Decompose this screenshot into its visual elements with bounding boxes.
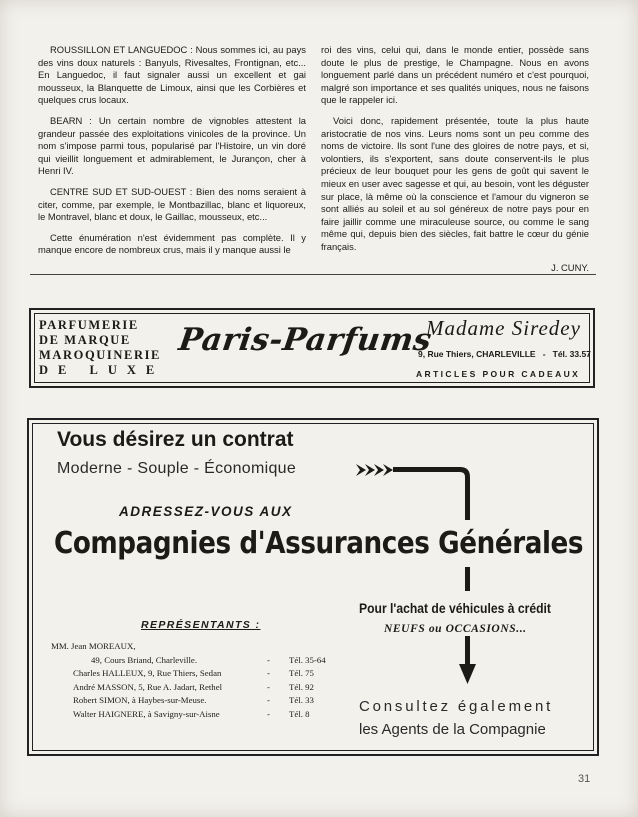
rep-dash: - (267, 654, 270, 665)
assurances-vehicles: Pour l'achat de véhicules à crédit (359, 601, 551, 616)
rep-tel: Tél. 92 (289, 681, 314, 692)
rep-tel: Tél. 8 (289, 708, 310, 719)
assurances-headline: Vous désirez un contrat (57, 428, 294, 451)
paragraph-roussillon: ROUSSILLON ET LANGUEDOC : Nous sommes ici, au pays des vins doux naturels : Banyuls, Rivesaltes, Frontignan, etc... En Languedoc, il faut signaler aussi un excellent et gai mousseux, la Blanquette de Limoux, ainsi que les Corbières et quelques crus locaux. (38, 44, 306, 106)
section-divider (30, 274, 596, 275)
parfums-line1: PARFUMERIE (39, 318, 139, 332)
parfums-line2: DE MARQUE (39, 333, 131, 347)
article-right-column (321, 44, 589, 282)
rep-name: Charles HALLEUX, 9, Rue Thiers, Sedan (73, 668, 222, 678)
rep-tel: Tél. 75 (289, 668, 314, 678)
paragraph-enumeration: Cette énumération n'est évidemment pas complète. Il y manque encore de nombreux crus, mais il y manque aussi le (38, 231, 306, 256)
paragraph-champagne: roi des vins, celui qui, dans le monde entier, possède sans doute le plus de prestige, le Champagne. Nous en avons longuement parlé dans un précédent numéro et c'est pourquoi, malgré son importance et ses qualités uniques, nous ne faisons que le rappeler ici. (321, 44, 589, 106)
parfums-categories (39, 318, 179, 378)
assurances-company-name: Compagnies d'Assurances Générales (54, 526, 584, 561)
rep-dash: - (267, 668, 270, 678)
assurances-consult-line2: les Agents de la Compagnie (359, 721, 546, 738)
parfums-line4: DE LUXE (39, 363, 165, 377)
author-signature: J. CUNY. (551, 261, 589, 273)
rep-dash: - (267, 708, 270, 719)
parfums-owner: Madame Siredey (426, 316, 581, 340)
page-number: 31 (578, 773, 591, 785)
arrow-feathers-icon (356, 464, 476, 684)
parfums-address-line (418, 349, 591, 359)
rep-tel: Tél. 35-64 (289, 654, 326, 665)
parfums-tagline: ARTICLES POUR CADEAUX (416, 369, 581, 379)
representatives-title: REPRÉSENTANTS : (141, 619, 261, 631)
parfums-line3: MAROQUINERIE (39, 348, 161, 362)
parfums-dash: - (537, 349, 553, 359)
rep-name: MM. Jean MOREAUX, (51, 641, 136, 651)
paragraph-centre-sud: CENTRE SUD ET SUD-OUEST : Bien des noms seraient à citer, comme, par exemple, le Montbazillac, blanc et liquoreux, le Montravel, blanc et doux, le Gaillac, mousseux, etc... (38, 185, 306, 223)
assurances-subheadline: Moderne - Souple - Économique (57, 460, 297, 477)
rep-name: Robert SIMON, à Haybes-sur-Meuse. (73, 695, 207, 705)
parfums-brand-logo: Paris-Parfums (176, 322, 435, 358)
paragraph-conclusion: Voici donc, rapidement présentée, toute la plus haute aristocratie de nos vins. Leurs noms sont un peu comme des noms de victoire. Ils sont l'une des gloires de notre pays, et si, volontiers, ils s'exportent, sans doute conservent-ils le plus précieux de leur bouquet pour les gens de goût qui savent le mieux en user avec sagesse et qui, au besoin, vont les déguster sur place, là même où la conscience et l'amour du vigneron se sont alliés au soleil et au sol généreux de notre pays pour en faire jaillir comme une miraculeuse source, ou comme le sang même qui, depuis bien des siècles, fait battre le cœur du génie français. (321, 114, 589, 252)
assurances-consult-line1: Consultez également (359, 698, 554, 715)
parfums-address: 9, Rue Thiers, CHARLEVILLE (418, 349, 536, 359)
parfums-phone: Tél. 33.57 (552, 349, 591, 359)
rep-tel: Tél. 33 (289, 695, 314, 705)
rep-name: André MASSON, 5, Rue A. Jadart, Rethel (73, 681, 223, 692)
rep-dash: - (267, 681, 270, 692)
assurances-advertisement (27, 418, 599, 756)
paragraph-bearn: BEARN : Un certain nombre de vignobles attestent la grandeur passée des exploitations vinicoles de la province. Un nom s'impose parmi tous, popularisé par l'Histoire, un vin doré qui vieillit longuement et admirablement, le Jurançon, cher à Henri IV. (38, 114, 306, 177)
rep-name: 49, Cours Briand, Charleville. (91, 654, 198, 665)
rep-dash: - (267, 695, 270, 705)
assurances-vehicles-sub: NEUFS ou OCCASIONS... (384, 623, 527, 635)
parfums-advertisement (29, 308, 595, 388)
article-left-column (38, 44, 306, 265)
rep-name: Walter HAIGNERE, à Savigny-sur-Aisne (73, 708, 220, 719)
assurances-address-to: ADRESSEZ-VOUS AUX (119, 504, 293, 519)
arrow-graphic (29, 420, 597, 754)
